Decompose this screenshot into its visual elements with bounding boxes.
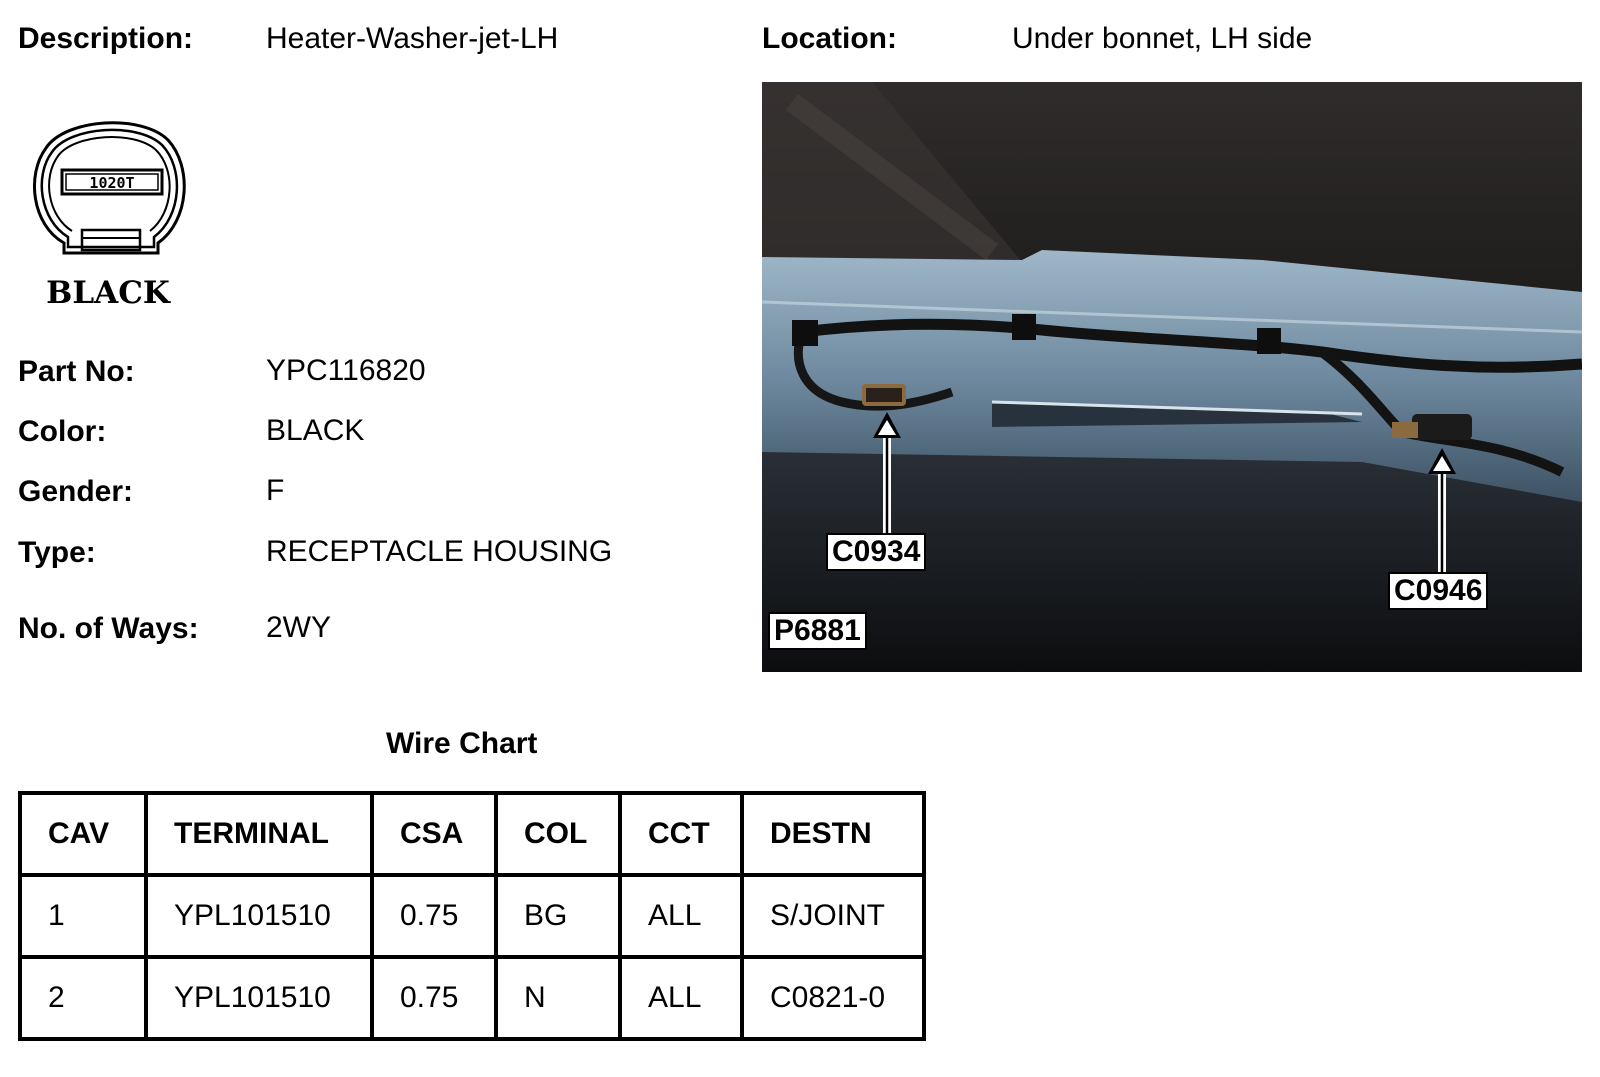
wire-chart-table	[18, 791, 926, 1041]
description-label: Description:	[18, 22, 194, 55]
callout-c0946: C0946	[1388, 572, 1488, 610]
location-photo	[762, 82, 1582, 672]
cell-col: N	[496, 957, 620, 1039]
wire-chart-title: Wire Chart	[386, 727, 538, 760]
cavity-numbers: 1020T	[89, 174, 135, 192]
gender-label: Gender:	[18, 475, 134, 508]
cell-cct: ALL	[620, 875, 742, 957]
cell-cav: 1	[20, 875, 146, 957]
cell-cct: ALL	[620, 957, 742, 1039]
photo-reference: P6881	[768, 612, 867, 650]
connector-color-text: BLACK	[46, 275, 170, 310]
type-label: Type:	[18, 536, 96, 569]
color-value: BLACK	[266, 414, 365, 447]
description-value: Heater-Washer-jet-LH	[266, 22, 559, 55]
cell-terminal: YPL101510	[146, 957, 372, 1039]
col-header-destn: DESTN	[742, 793, 924, 875]
col-header-csa: CSA	[372, 793, 496, 875]
location-value: Under bonnet, LH side	[1012, 22, 1313, 55]
cell-cav: 2	[20, 957, 146, 1039]
col-header-col: COL	[496, 793, 620, 875]
connector-face-diagram	[24, 110, 194, 310]
cell-csa: 0.75	[372, 875, 496, 957]
callout-c0934: C0934	[826, 533, 926, 571]
wire-chart-header-row	[20, 793, 924, 875]
table-row	[20, 875, 924, 957]
part-no-label: Part No:	[18, 355, 135, 388]
part-no-value: YPC116820	[266, 354, 426, 387]
color-label: Color:	[18, 415, 107, 448]
col-header-cav: CAV	[20, 793, 146, 875]
ways-value: 2WY	[266, 611, 332, 644]
ways-label: No. of Ways:	[18, 612, 199, 645]
cell-destn: C0821-0	[742, 957, 924, 1039]
col-header-cct: CCT	[620, 793, 742, 875]
gender-value: F	[266, 474, 285, 507]
cell-csa: 0.75	[372, 957, 496, 1039]
col-header-terminal: TERMINAL	[146, 793, 372, 875]
location-label: Location:	[762, 22, 897, 55]
cell-col: BG	[496, 875, 620, 957]
cell-destn: S/JOINT	[742, 875, 924, 957]
type-value: RECEPTACLE HOUSING	[266, 535, 613, 568]
table-row	[20, 957, 924, 1039]
cell-terminal: YPL101510	[146, 875, 372, 957]
